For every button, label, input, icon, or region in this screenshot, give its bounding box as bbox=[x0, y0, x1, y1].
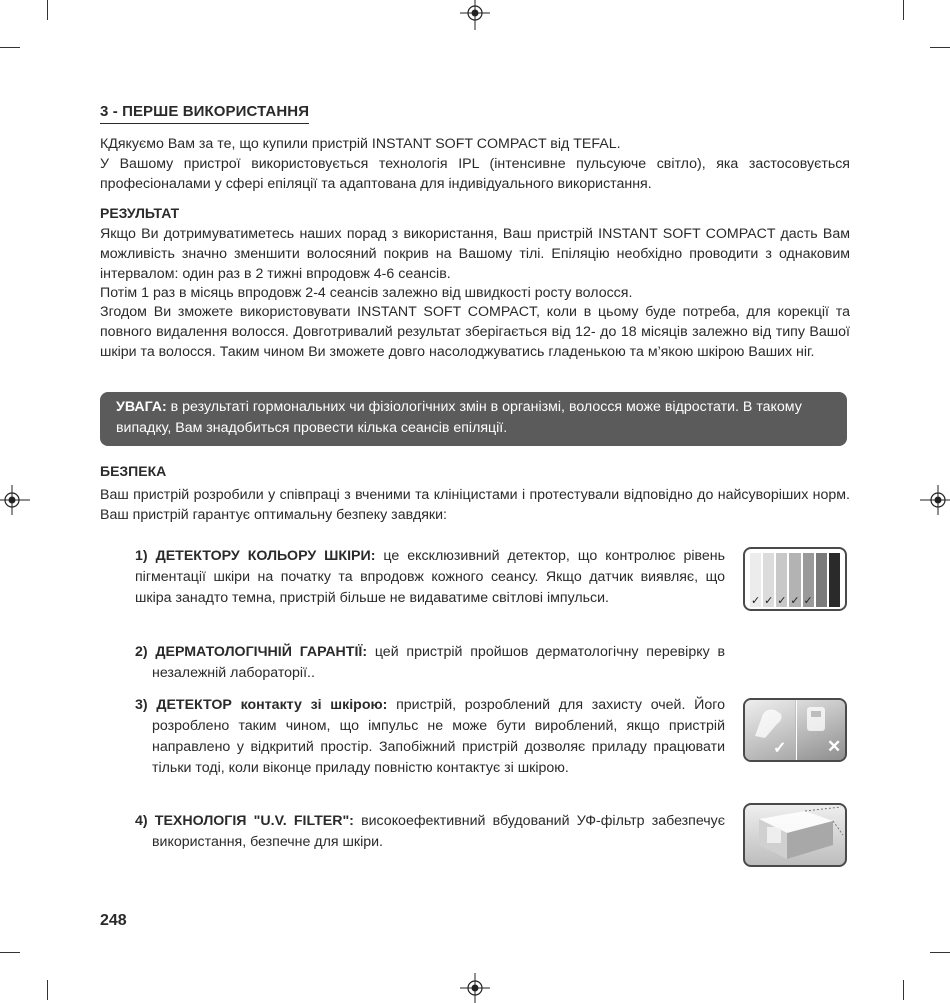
check-icon: ✓ bbox=[790, 594, 800, 607]
skin-tone-swatch bbox=[803, 553, 814, 607]
crop-mark bbox=[930, 952, 950, 953]
uv-filter-image bbox=[743, 803, 847, 867]
skin-tone-swatch bbox=[776, 553, 787, 607]
skin-tone-scale-image bbox=[743, 547, 847, 611]
intro-line-1: КДякуємо Вам за те, що купили пристрій INSTANT SOFT COMPACT від TEFAL. bbox=[100, 136, 621, 152]
check-icon: ✓ bbox=[803, 594, 813, 607]
result-paragraph-2: Потім 1 раз в місяць впродовж 2-4 сеансів залежно від швидкості росту волосся. bbox=[100, 285, 633, 301]
check-icon: ✓ bbox=[764, 594, 774, 607]
intro-paragraph: У Вашому пристрої використовується технологія IPL (інтенсивне пульсуюче світло), яка застосовується професіоналами у сфері епіляції та адаптована для індивідуального використання. bbox=[100, 156, 850, 192]
feature-dermatological-guarantee bbox=[135, 642, 725, 684]
uv-filter-device-icon bbox=[745, 805, 845, 865]
safety-paragraph: Ваш пристрій розробили у співпраці з вченими та клініцистами і протестували відповідно до найсуворіших норм. Ваш пристрій гарантує оптимальну безпеку завдяки: bbox=[100, 487, 850, 523]
skin-tone-swatch bbox=[789, 553, 800, 607]
warning-text: в результаті гормональних чи фізіологічних змін в організмі, волосся може відростати. В такому випадку, Вам знадобиться провести кілька сеансів епіляції. bbox=[116, 399, 802, 436]
feature-skin-contact-detector bbox=[135, 695, 725, 779]
device-silhouette-icon bbox=[801, 705, 831, 737]
crop-mark bbox=[903, 980, 904, 1000]
check-icon: ✓ bbox=[777, 594, 787, 607]
registration-mark-icon bbox=[0, 485, 30, 515]
section-title: 3 - ПЕРШЕ ВИКОРИСТАННЯ bbox=[100, 103, 309, 124]
skin-tone-scale bbox=[750, 553, 840, 607]
feature-text: пристрій, розроблений для захисту очей. Його розроблено таким чином, що імпульс не може бути вироблений, якщо пристрій направлено у відкритий простір. Запобіжний пристрій дозволяє приладу працювати тільки тоді, коли віконце приладу повністю контактує зі шкірою. bbox=[152, 697, 725, 776]
skin-tone-swatch bbox=[829, 553, 840, 607]
feature-text: це ексклюзивний детектор, що контролює рівень пігментації шкіри на початку та впродовж кожного сеансу. Якщо датчик виявляє, що шкіра занадто темна, пристрій більше не видаватиме світлові імпульси. bbox=[135, 548, 725, 606]
skin-tone-swatch bbox=[750, 553, 761, 607]
feature-skin-color-detector bbox=[135, 546, 725, 609]
crop-mark bbox=[903, 0, 904, 20]
feature-text: високоефективний вбудований УФ-фільтр забезпечує використання, безпечне для шкіри. bbox=[152, 813, 725, 850]
registration-mark-icon bbox=[920, 485, 950, 515]
page-number: 248 bbox=[100, 912, 127, 929]
feature-text: цей пристрій пройшов дерматологічну перевірку в незалежній лабораторії.. bbox=[152, 644, 726, 681]
check-icon: ✓ bbox=[750, 594, 761, 607]
result-paragraph: Якщо Ви дотримуватиметесь наших порад з використання, Ваш пристрій INSTANT SOFT COMPACT дасть Вам можливість значно зменшити волосяний покрив на Вашому тілі. Епіляцію необхідно проводити з однаковим інтервалом: один раз в 2 тижні впродовж 4-6 сеансів. bbox=[100, 226, 850, 282]
crop-mark bbox=[930, 47, 950, 48]
skin-contact-image bbox=[743, 698, 847, 762]
feature-label: 2) ДЕРМАТОЛОГІЧНІЙ ГАРАНТІЇ: bbox=[135, 644, 368, 660]
skin-tone-swatch bbox=[816, 553, 827, 607]
cross-icon: ✕ bbox=[827, 737, 842, 756]
feature-label: 4) ТЕХНОЛОГІЯ "U.V. FILTER": bbox=[135, 813, 354, 829]
warning-notice bbox=[100, 392, 847, 446]
feature-label: 3) ДЕТЕКТОР контакту зі шкірою: bbox=[135, 697, 388, 713]
crop-mark bbox=[47, 980, 48, 1000]
crop-mark bbox=[0, 952, 20, 953]
crop-mark bbox=[47, 0, 48, 20]
result-title: РЕЗУЛЬТАТ bbox=[100, 205, 180, 221]
feature-uv-filter bbox=[135, 811, 725, 853]
skin-tone-swatch bbox=[763, 553, 774, 607]
registration-mark-icon bbox=[460, 973, 490, 1003]
feature-label: 1) ДЕТЕКТОРУ КОЛЬОРУ ШКІРИ: bbox=[135, 548, 376, 564]
safety-title: БЕЗПЕКА bbox=[100, 463, 167, 479]
result-paragraph-3: Згодом Ви зможете використовувати INSTANT SOFT COMPACT, коли в цьому буде потреба, для корекції та повного видалення волосся. Довготривалий результат зберігається від 12- до 18 місяців залежно від типу Вашої шкіри та волосся. Таким чином Ви зможете довго насолоджуватись гладенькою та м’якою шкірою Ваших ніг. bbox=[100, 304, 850, 360]
warning-label: УВАГА: bbox=[116, 399, 167, 415]
registration-mark-icon bbox=[460, 0, 490, 30]
device-silhouette-icon bbox=[751, 706, 787, 740]
check-icon: ✓ bbox=[773, 740, 787, 757]
crop-mark bbox=[0, 47, 20, 48]
